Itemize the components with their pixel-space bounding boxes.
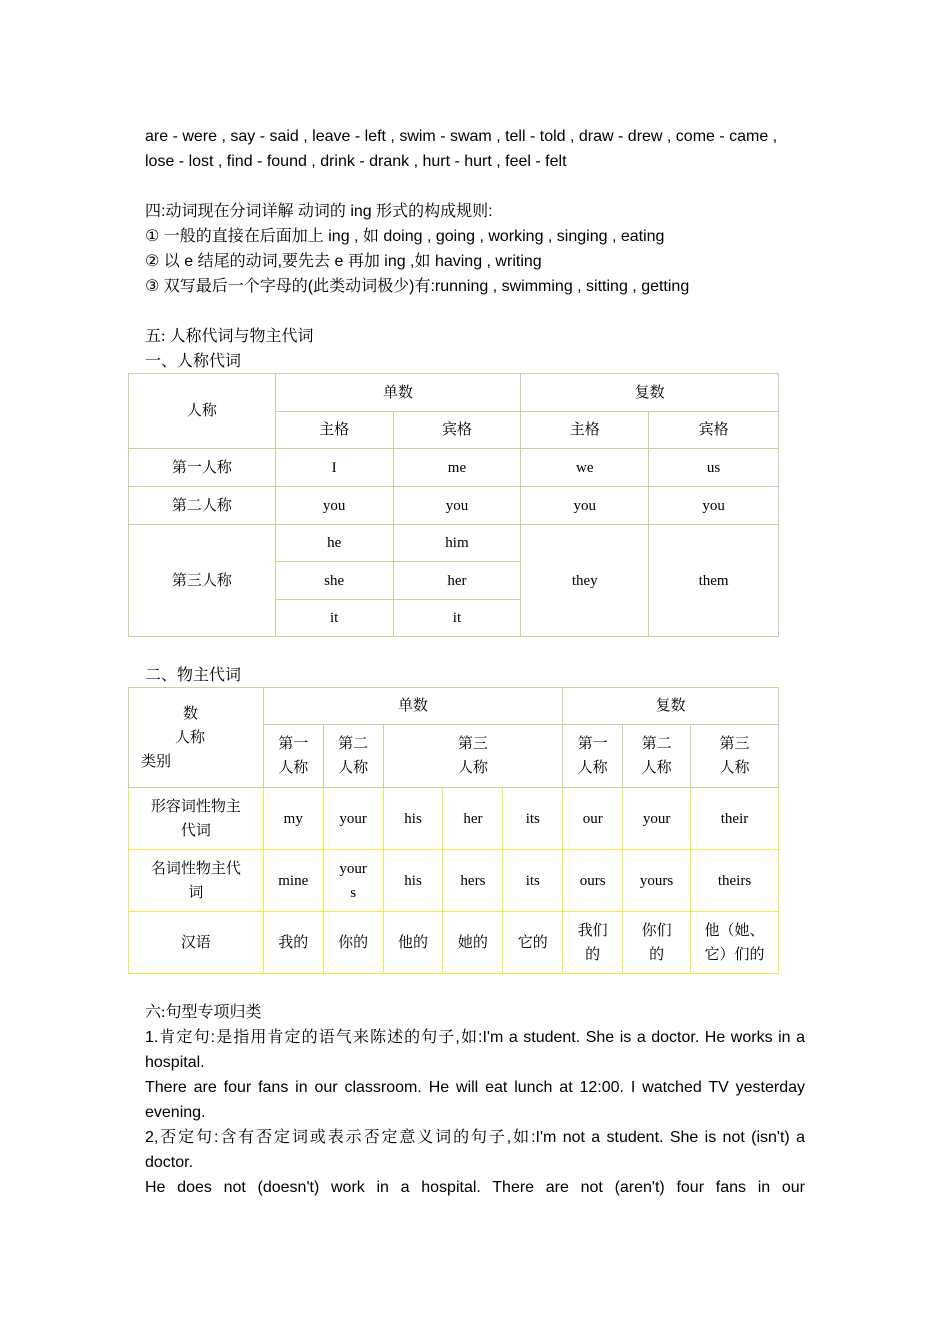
corner-number: 数: [183, 705, 199, 722]
table-cell: his: [383, 850, 443, 912]
possessive-pronoun-table: [128, 687, 779, 974]
label-line: 名词性物主代: [150, 860, 241, 877]
table-cell: them: [649, 525, 779, 637]
table-cell: he: [275, 525, 393, 562]
header-line: 人称: [577, 760, 608, 776]
table-cell: I: [275, 449, 393, 487]
plural-subjective-header: 主格: [521, 412, 649, 449]
ing-rule-2: ② 以 e 结尾的动词,要先去 e 再加 ing ,如 having , writing: [145, 253, 542, 270]
personal-pronouns-title: 一、人称代词: [145, 353, 242, 370]
table-cell: you: [649, 487, 779, 525]
cell-line: 的: [585, 946, 601, 963]
table-cell: your: [623, 788, 691, 850]
table-cell: their: [691, 788, 779, 850]
table-cell: 我的: [263, 912, 323, 974]
table-cell: you: [275, 487, 393, 525]
second-person-header: [323, 725, 383, 788]
header-line: 第二: [338, 736, 369, 752]
adjective-possessive-label: [129, 788, 264, 850]
header-line: 人称: [338, 760, 369, 776]
header-line: 第一: [278, 736, 309, 752]
table-cell: me: [393, 449, 521, 487]
header-line: 人称: [457, 760, 488, 776]
section5-title: 五: 人称代词与物主代词: [145, 328, 314, 345]
possessive-pronouns-title: 二、物主代词: [145, 667, 242, 684]
table-cell: you: [393, 487, 521, 525]
label-line: 词: [188, 884, 204, 901]
ing-rule-3: ③ 双写最后一个字母的(此类动词极少)有:running , swimming , sitting , getting: [145, 278, 690, 295]
table-cell: ours: [563, 850, 623, 912]
cell-line: 我们: [577, 922, 608, 939]
third-person-label: 第三人称: [129, 525, 276, 637]
table-cell: it: [275, 600, 393, 637]
objective-header: 宾格: [393, 412, 521, 449]
table-cell: 你的: [323, 912, 383, 974]
table-cell: [323, 850, 383, 912]
second-person-label: 第二人称: [129, 487, 276, 525]
header-line: 第三: [719, 736, 750, 752]
table-cell: her: [393, 562, 521, 600]
affirmative-sentence-line-3: There are four fans in our classroom. He will eat lunch at 12:00. I watched TV yesterday: [145, 1079, 805, 1096]
table-cell: we: [521, 449, 649, 487]
third-person-header: [383, 725, 563, 788]
corner-cell: [129, 688, 264, 788]
affirmative-sentence-line-1: 1.肯定句:是指用肯定的语气来陈述的句子,如:I'm a student. She is a doctor. He works in a: [145, 1029, 805, 1046]
negative-sentence-line-1: 2,否定句:含有否定词或表示否定意义词的句子,如:I'm not a student. She is not (isn't) a: [145, 1129, 805, 1146]
affirmative-sentence-line-4: evening.: [145, 1104, 206, 1121]
personal-pronoun-table: [128, 373, 779, 637]
negative-sentence-line-3: He does not (doesn't) work in a hospital. There are not (aren't) four fans in our: [145, 1179, 805, 1196]
irregular-verbs-line-2: lose - lost , find - found , drink - drank , hurt - hurt , feel - felt: [145, 153, 567, 170]
table-cell: your: [323, 788, 383, 850]
cell-line: 他（她、: [704, 922, 765, 939]
chinese-label: 汉语: [129, 912, 264, 974]
table-cell: her: [443, 788, 503, 850]
table-cell: us: [649, 449, 779, 487]
irregular-verbs-line-1: are - were , say - said , leave - left , swim - swam , tell - told , draw - drew , come - came ,: [145, 128, 778, 145]
subjective-header: 主格: [275, 412, 393, 449]
ing-rule-1: ① 一般的直接在后面加上 ing , 如 doing , going , working , singing , eating: [145, 228, 665, 245]
cell-line: your: [339, 860, 367, 877]
cell-line: 的: [649, 946, 665, 963]
cell-line: 你们: [641, 922, 672, 939]
table-cell: it: [393, 600, 521, 637]
table-cell: 它的: [503, 912, 563, 974]
table-cell: its: [503, 850, 563, 912]
corner-person: 人称: [175, 729, 206, 746]
header-line: 第一: [577, 736, 608, 752]
negative-sentence-line-2: doctor.: [145, 1154, 194, 1171]
table-cell: 她的: [443, 912, 503, 974]
plural-third-person-header: [691, 725, 779, 788]
table-cell: its: [503, 788, 563, 850]
header-line: 人称: [641, 760, 672, 776]
table-cell: theirs: [691, 850, 779, 912]
table-cell: mine: [263, 850, 323, 912]
plural-objective-header: 宾格: [649, 412, 779, 449]
header-line: 人称: [719, 760, 750, 776]
table-cell: his: [383, 788, 443, 850]
plural-first-person-header: [563, 725, 623, 788]
table-cell: [691, 912, 779, 974]
table-cell: they: [521, 525, 649, 637]
person-header: 人称: [129, 374, 276, 449]
label-line: 代词: [180, 822, 211, 839]
table-cell: yours: [623, 850, 691, 912]
table-cell: [563, 912, 623, 974]
table-cell: him: [393, 525, 521, 562]
table-cell: our: [563, 788, 623, 850]
header-line: 第二: [641, 736, 672, 752]
first-person-header: [263, 725, 323, 788]
noun-possessive-label: [129, 850, 264, 912]
section6-title: 六:句型专项归类: [145, 1004, 262, 1021]
table-cell: she: [275, 562, 393, 600]
first-person-label: 第一人称: [129, 449, 276, 487]
label-line: 形容词性物主: [150, 798, 241, 815]
plural-header: 复数: [563, 688, 779, 725]
table-cell: 他的: [383, 912, 443, 974]
singular-header: 单数: [275, 374, 521, 412]
plural-second-person-header: [623, 725, 691, 788]
singular-header: 单数: [263, 688, 562, 725]
plural-header: 复数: [521, 374, 779, 412]
affirmative-sentence-line-2: hospital.: [145, 1054, 205, 1071]
table-cell: hers: [443, 850, 503, 912]
cell-line: 它）们的: [704, 946, 765, 963]
section4-title: 四:动词现在分词详解 动词的 ing 形式的构成规则:: [145, 203, 493, 220]
cell-line: s: [350, 884, 357, 901]
table-cell: [623, 912, 691, 974]
table-cell: my: [263, 788, 323, 850]
table-cell: you: [521, 487, 649, 525]
header-line: 第三: [457, 736, 488, 752]
header-line: 人称: [278, 760, 309, 776]
corner-category: 类别: [141, 753, 172, 770]
